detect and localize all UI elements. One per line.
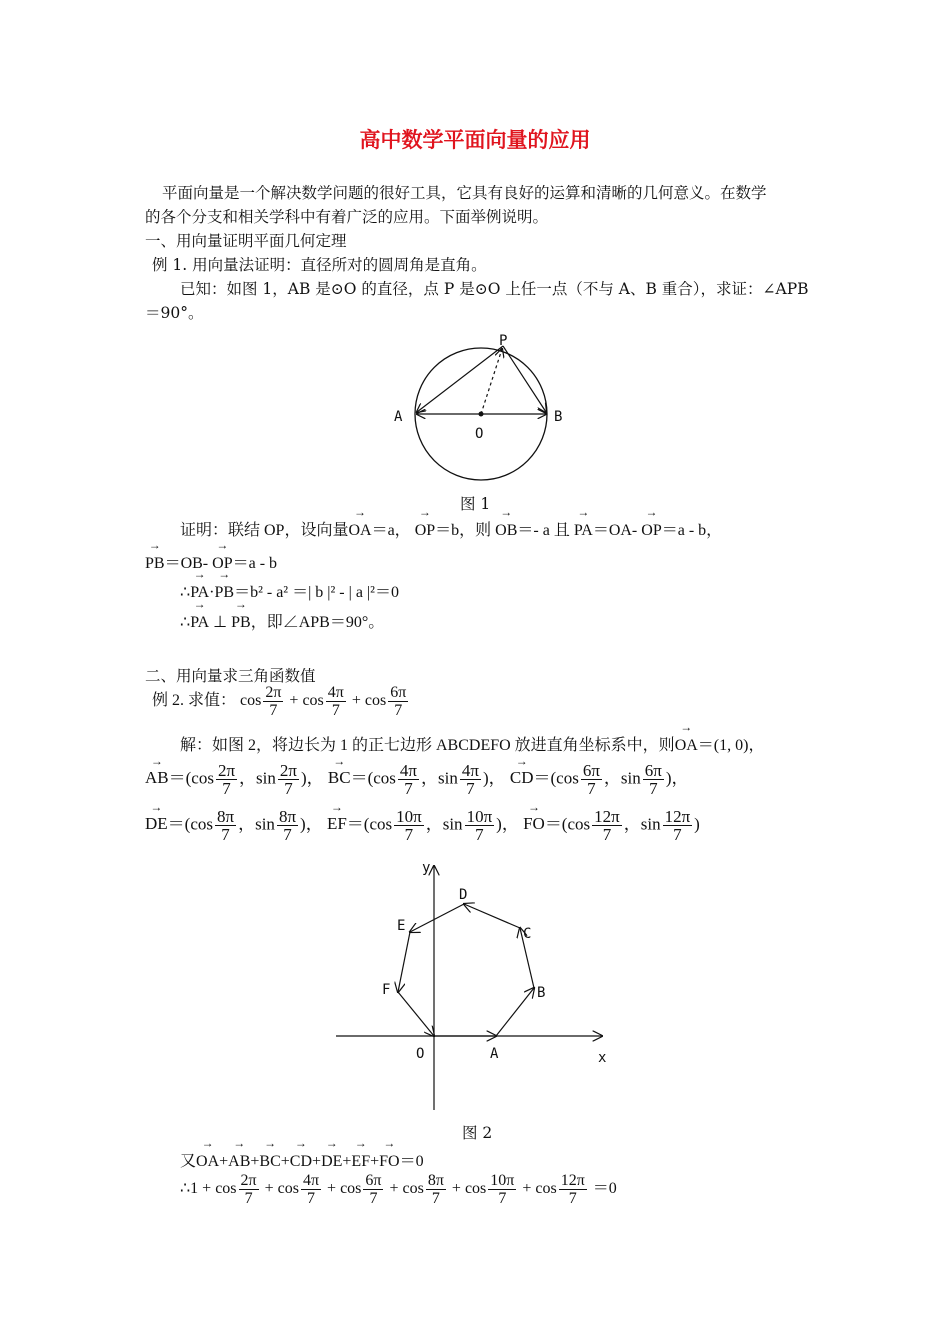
dot-symbol: · [209, 584, 215, 601]
frac-d: 7 [475, 825, 484, 844]
vec-op: → OP [415, 519, 435, 543]
sum-vec-de: → DE [321, 1150, 342, 1174]
plus-2: + [351, 692, 361, 710]
sin-1: ，sin [239, 768, 276, 788]
den-1: 7 [269, 702, 278, 719]
vec-de-fig [410, 904, 464, 932]
eq-open-5: ＝(cos [346, 814, 393, 834]
frac-n: 2π [279, 761, 297, 780]
final-lead: ∴1 + cos [180, 1180, 237, 1198]
frac-n: 12π [560, 1172, 585, 1189]
solution-line-1 [180, 734, 764, 758]
vec-fo: → FO [523, 814, 545, 834]
label-p: P [499, 333, 508, 349]
vec-pa-2: → PA [190, 581, 209, 605]
final-end: ＝0 [592, 1180, 617, 1198]
eq-open-6: ＝(cos [544, 814, 591, 834]
label-d-fig2: D [459, 887, 468, 903]
solution-line-3 [145, 808, 700, 843]
label-o: O [475, 426, 484, 442]
vec-bc: → BC [328, 768, 351, 788]
frac-d: 7 [602, 825, 612, 844]
frac-d: 7 [498, 1190, 507, 1207]
frac-n: 8π [217, 807, 235, 826]
vec-pa: → PA [574, 519, 593, 543]
therefore-symbol: ∴ [180, 584, 191, 601]
sum-vec-oa: → OA [196, 1150, 219, 1174]
den-2: 7 [331, 702, 340, 719]
vec-pb-3: → PB [231, 611, 251, 635]
frac-n: 10π [396, 807, 422, 826]
frac-n: 4π [302, 1172, 320, 1189]
pb-end: ＝a - b [232, 555, 278, 572]
sin-2: ，sin [421, 768, 458, 788]
example-1: 例 1. 用向量法证明：直径所对的圆周角是直角。 [152, 256, 487, 274]
frac-d: 7 [568, 1190, 577, 1207]
plus-cos: + cos [451, 1180, 487, 1198]
num-1: 2π [265, 684, 282, 701]
solution-line-2 [145, 762, 689, 797]
conclusion: ，即∠APB＝90°。 [250, 614, 385, 631]
label-e-fig2: E [397, 918, 406, 934]
label-a-fig2: A [490, 1046, 499, 1062]
plus: + [312, 1153, 322, 1170]
ob-value: ＝- a 且 [517, 522, 570, 539]
proof-line-4 [180, 611, 384, 635]
close-6: ) [694, 814, 700, 834]
plus-cos: + cos [264, 1180, 299, 1198]
oa-coords: ＝(1, 0)， [697, 737, 765, 754]
vec-op-2: → OP [641, 519, 661, 543]
frac-n: 2π [240, 1172, 257, 1189]
frac-n: 6π [365, 1172, 382, 1189]
frac-d: 7 [404, 825, 414, 844]
label-y: y [422, 860, 431, 876]
figure-1-caption: 图 1 [460, 495, 491, 513]
vec-ab-fig [496, 988, 534, 1036]
plus: + [219, 1153, 229, 1170]
vec-oa: → OA [348, 519, 371, 543]
frac-n: 12π [594, 807, 620, 826]
frac-n: 8π [427, 1172, 444, 1189]
cos-3: cos [364, 692, 387, 710]
frac-n: 10π [466, 807, 493, 826]
frac-n: 4π [461, 761, 479, 780]
example-2-lead: 例 2. 求值： [152, 692, 237, 710]
intro-line-1: 平面向量是一个解决数学问题的很好工具，它具有良好的运算和清晰的几何意义。在数学 [162, 184, 767, 202]
vec-pb-2: → PB [215, 581, 235, 605]
frac-d: 7 [244, 1190, 253, 1207]
vec-cd-fig [464, 904, 520, 928]
figure-1-diagram [380, 330, 580, 490]
den-3: 7 [394, 702, 403, 719]
vec-op-3: → OP [212, 552, 232, 576]
op-value: ＝b，则 [435, 522, 492, 539]
label-f-fig2: F [382, 982, 391, 998]
given-line-2: ＝90°。 [145, 304, 204, 322]
vec-de: → DE [145, 814, 168, 834]
frac-d: 7 [431, 1190, 440, 1207]
frac-n: 4π [399, 761, 418, 780]
sum-vec-ab: → AB [228, 1150, 250, 1174]
sum-lead: 又 [180, 1153, 197, 1170]
plus: + [342, 1153, 352, 1170]
sum-vec-ef: → EF [351, 1150, 370, 1174]
vec-oa-sol: → OA [675, 734, 698, 758]
frac-d: 7 [222, 779, 231, 798]
final-equation [180, 1172, 617, 1207]
pb-value: ＝OB- [164, 555, 213, 572]
frac-n: 6π [644, 761, 662, 780]
section-1-heading: 一、用向量证明平面几何定理 [145, 232, 347, 250]
frac-d: 7 [649, 779, 658, 798]
pa-value: ＝OA- [592, 522, 642, 539]
label-x: x [598, 1050, 607, 1066]
eq-open-3: ＝(cos [533, 768, 579, 788]
vec-ef: → EF [327, 814, 347, 834]
sum-vec-cd: → CD [290, 1150, 312, 1174]
plus-cos: + cos [389, 1180, 424, 1198]
frac-d: 7 [307, 1190, 315, 1207]
frac-n: 8π [278, 807, 297, 826]
plus-cos: + cos [327, 1180, 362, 1198]
figure-2-diagram [330, 852, 620, 1114]
given-line-1: 已知：如图 1，AB 是⊙O 的直径，点 P 是⊙O 上任一点（不与 A、B 重合），求证：∠APB [180, 280, 809, 298]
frac-d: 7 [587, 779, 596, 798]
proof-line-2 [145, 552, 277, 576]
sum-vec-bc: → BC [259, 1150, 280, 1174]
vec-cd: → CD [510, 768, 534, 788]
frac-n: 10π [490, 1172, 515, 1189]
eq-open-2: ＝(cos [350, 768, 396, 788]
frac-d: 7 [466, 779, 475, 798]
figure-2-caption: 图 2 [462, 1124, 493, 1142]
vec-ef-fig [398, 932, 410, 992]
perp-symbol: ⊥ [209, 614, 232, 631]
close-3: )， [665, 768, 689, 788]
sin-3: ，sin [603, 768, 641, 788]
vec-fo-fig [398, 992, 434, 1036]
proof-line-3 [180, 581, 399, 605]
plus: + [370, 1153, 380, 1170]
num-2: 4π [327, 684, 344, 701]
label-b: B [554, 409, 563, 425]
vec-pb: → PB [145, 552, 165, 576]
close-1: )， [300, 768, 324, 788]
close-4: )， [300, 814, 323, 834]
eq-open-4: ＝(cos [167, 814, 213, 834]
vec-pa-3: → PA [190, 611, 209, 635]
frac-d: 7 [284, 779, 293, 798]
frac-d: 7 [673, 825, 682, 844]
sum-end: ＝0 [399, 1153, 424, 1170]
frac-d: 7 [283, 825, 292, 844]
oa-value: ＝a， [371, 522, 411, 539]
plus: + [250, 1153, 260, 1170]
cos-2: cos [302, 692, 324, 710]
solution-lead: 解：如图 2，将边长为 1 的正七边形 ABCDEFO 放进直角坐标系中，则 [180, 737, 675, 754]
label-c-fig2: C [523, 926, 532, 942]
page-title: 高中数学平面向量的应用 [359, 128, 591, 152]
num-3: 6π [390, 684, 407, 701]
frac-d: 7 [221, 825, 230, 844]
therefore-symbol-2: ∴ [180, 614, 191, 631]
vec-ab: → AB [145, 768, 169, 788]
proof-lead: 证明：联结 OP，设向量 [180, 522, 349, 539]
vec-ob: → OB [495, 519, 517, 543]
proof-line-1 [180, 519, 722, 543]
frac-n: 2π [217, 761, 236, 780]
pa-end: ＝a - b， [661, 522, 723, 539]
label-b-fig2: B [537, 985, 546, 1001]
plus-1: + [289, 692, 299, 710]
cos-1: cos [240, 692, 262, 710]
section-2-heading: 二、用向量求三角函数值 [145, 667, 316, 685]
plus: + [280, 1153, 290, 1170]
sum-vec-fo: → FO [379, 1150, 399, 1174]
frac-n: 12π [664, 807, 691, 826]
vector-pa [417, 346, 503, 412]
eq-open-1: ＝(cos [168, 768, 214, 788]
frac-d: 7 [404, 779, 413, 798]
intro-line-2: 的各个分支和相关学科中有着广泛的应用。下面举例说明。 [145, 208, 549, 226]
sin-5: ，sin [425, 814, 463, 834]
vector-sum-line [180, 1150, 424, 1174]
center-point [479, 412, 484, 417]
sin-6: ，sin [623, 814, 661, 834]
vector-op [481, 349, 502, 414]
plus-cos: + cos [522, 1180, 557, 1198]
close-5: )， [496, 814, 519, 834]
vector-pb [503, 346, 546, 412]
sin-4: ，sin [238, 814, 275, 834]
label-o-fig2: O [416, 1046, 425, 1062]
example-2 [152, 684, 410, 719]
dot-product-result: ＝b² - a² ＝| b |² - | a |²＝0 [234, 584, 399, 601]
frac-d: 7 [369, 1190, 378, 1207]
close-2: )， [482, 768, 506, 788]
frac-n: 6π [582, 761, 600, 780]
label-a: A [394, 409, 403, 425]
